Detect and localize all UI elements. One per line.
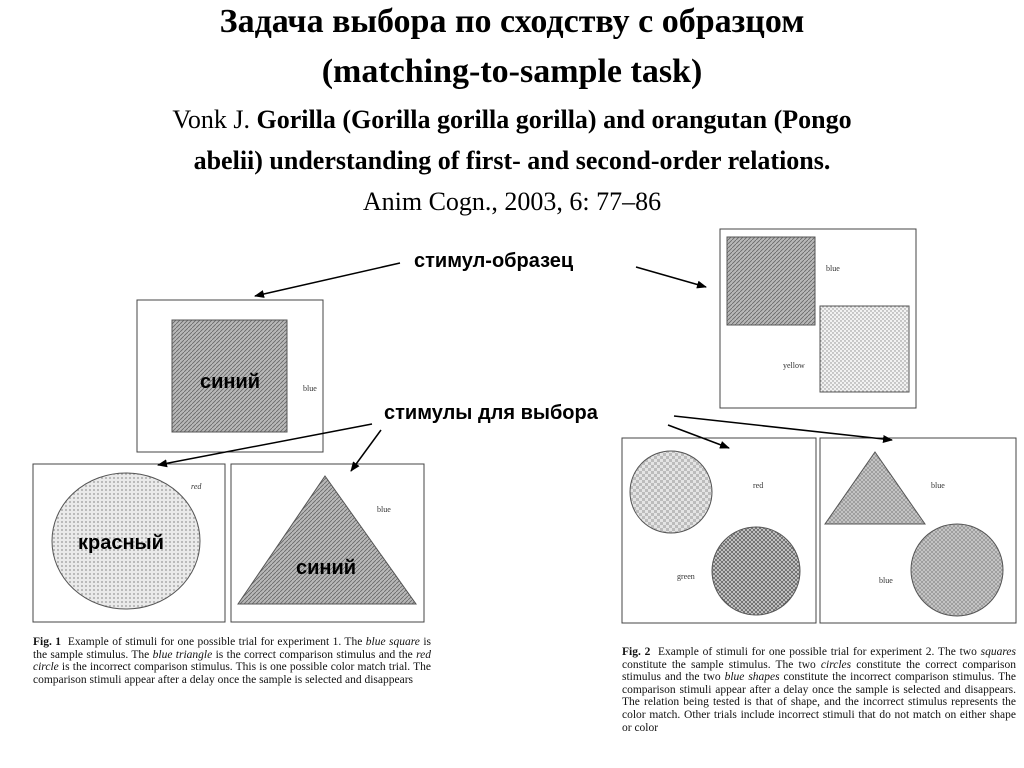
- fig2-left-label-2: green: [677, 572, 695, 581]
- fig2-caption-text-4: constitute the incorrect comparison stimulus. The comparison stimuli appear after a delay once the sample is selected and disappears. The relation being tested is that of shape, and the incorrect stimulus represents the color match. Other trials include incorrect stimuli that do not match on either shape or color: [622, 671, 1016, 734]
- fig2-left-label-1: red: [753, 481, 764, 490]
- fig2-caption-num: Fig. 2: [622, 646, 651, 658]
- arrow-sample-to-fig2: [636, 267, 706, 287]
- fig1-sample-label: blue: [303, 384, 317, 393]
- fig1-caption: [33, 636, 431, 686]
- fig1-caption-text-3: is the correct comparison stimulus and the: [212, 648, 417, 661]
- annotation-blue-square: синий: [200, 371, 261, 393]
- fig1-caption-text-2: is the sample stimulus. The: [33, 636, 431, 661]
- fig2-right-label-1: blue: [931, 481, 945, 490]
- fig2-blue-circle: [911, 524, 1003, 616]
- fig2-caption-text-3: constitute the correct comparison stimulus and the two: [622, 658, 1016, 684]
- fig2-caption-text-2: constitute the sample stimulus. The two: [622, 658, 821, 671]
- fig1-caption-text-1: Example of stimuli for one possible trial for experiment 1. The: [67, 636, 366, 648]
- fig1-circle-label: red: [191, 482, 202, 491]
- arrow-sample-to-fig1: [255, 263, 400, 296]
- fig1-caption-num: Fig. 1: [33, 636, 62, 648]
- fig1-triangle-label: blue: [377, 505, 391, 514]
- fig1-caption-italic-3: red circle: [33, 648, 431, 674]
- annotation-red-circle: красный: [78, 532, 164, 554]
- fig1-caption-italic-2: blue triangle: [152, 648, 213, 661]
- citation-author: Vonk J.: [172, 105, 250, 134]
- slide-title-line1: Задача выбора по сходству с образцом: [219, 3, 805, 40]
- fig2-sample-label-1: blue: [826, 264, 840, 273]
- fig2-caption-text-1: Example of stimuli for one possible trial for experiment 2. The two: [657, 646, 981, 658]
- fig1-caption-text-4: is the incorrect comparison stimulus. This is one possible color match trial. The comparison stimuli appear after a delay once the sample is selected and disappears: [33, 661, 431, 686]
- annotation-blue-triangle: синий: [296, 557, 357, 579]
- fig1-caption-italic-1: blue square: [365, 636, 420, 648]
- fig2-yellow-square: [820, 306, 909, 392]
- fig2-caption-italic-1: squares: [980, 646, 1016, 658]
- arrow-choice-to-fig2-blue: [674, 416, 892, 440]
- fig2-caption: [622, 646, 1016, 734]
- citation-paper-title-1: Gorilla (Gorilla gorilla gorilla) and orangutan (Pongo: [256, 105, 852, 134]
- slide-title-line2: (matching-to-sample task): [321, 53, 703, 90]
- fig2-right-label-2: blue: [879, 576, 893, 585]
- citation-journal: Anim Cogn., 2003, 6: 77–86: [362, 187, 662, 216]
- fig2-sample-label-2: yellow: [783, 361, 805, 370]
- annotation-choice-stimuli: стимулы для выбора: [384, 402, 598, 424]
- fig2-caption-italic-2: circles: [820, 658, 852, 671]
- fig2-caption-italic-3: blue shapes: [724, 671, 780, 684]
- fig2-red-circle: [630, 451, 712, 533]
- fig2-blue-square: [727, 237, 815, 325]
- annotation-sample-stimulus: стимул-образец: [414, 250, 574, 272]
- fig2-green-circle: [712, 527, 800, 615]
- citation-paper-title-2: abelii) understanding of first- and second-order relations.: [193, 146, 831, 175]
